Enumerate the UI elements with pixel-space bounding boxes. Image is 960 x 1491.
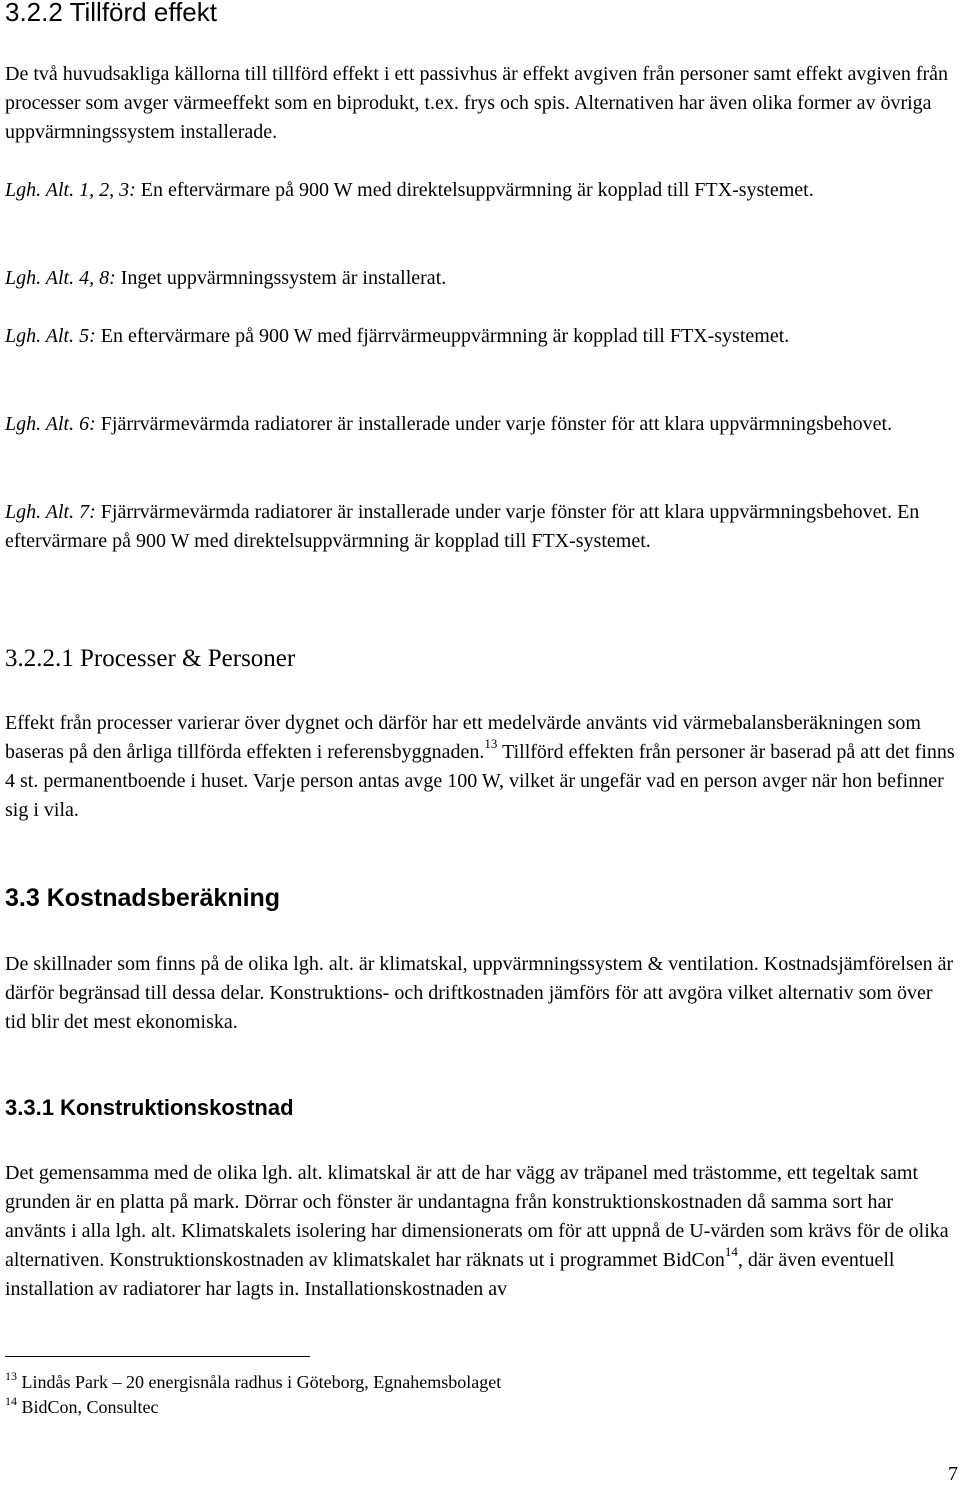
footnote-13 xyxy=(5,1370,501,1394)
footnote-14 xyxy=(5,1395,159,1419)
processer-text-1: Effekt från processer varierar över dygnet och därför har ett medelvärde använts vid värmebalansberäkningen som baseras på den årliga tillförda effekten i referensbyggnaden. xyxy=(5,712,921,763)
processer-paragraph xyxy=(5,709,955,825)
alt-text: Inget uppvärmningssystem är installerat. xyxy=(115,267,447,289)
footnote-text: Lindås Park – 20 energisnåla radhus i Göteborg, Egnahemsbolaget xyxy=(17,1372,502,1392)
alt-item-6 xyxy=(5,410,955,439)
alt-text: Fjärrvärmevärmda radiatorer är installerade under varje fönster för att klara uppvärmningsbehovet. xyxy=(95,413,893,435)
footnote-divider xyxy=(5,1356,310,1357)
section-heading-3-2-2: 3.2.2 Tillförd effekt xyxy=(5,0,217,27)
page-number: 7 xyxy=(948,1463,958,1485)
alt-label: Lgh. Alt. 5: xyxy=(5,325,96,347)
konstruktion-paragraph xyxy=(5,1159,955,1304)
alt-item-1-2-3 xyxy=(5,176,955,205)
alt-item-5 xyxy=(5,322,955,351)
alt-label: Lgh. Alt. 4, 8: xyxy=(5,267,116,289)
subsection-heading-3-2-2-1: 3.2.2.1 Processer & Personer xyxy=(5,645,296,672)
alt-item-7 xyxy=(5,498,955,556)
alt-label: Lgh. Alt. 6: xyxy=(5,413,96,435)
alt-item-4-8 xyxy=(5,264,955,293)
alt-text: En eftervärmare på 900 W med fjärrvärmeuppvärmning är kopplad till FTX-systemet. xyxy=(95,325,790,347)
section-heading-3-3-1: 3.3.1 Konstruktionskostnad xyxy=(5,1095,294,1120)
footnote-ref-13[interactable]: 13 xyxy=(484,736,498,751)
processer-text-2: Tillförd effekten från personer är baserad på att det finns 4 st. permanentboende i huset. Varje person antas avge 100 W, vilket är ungefär vad en person avger när hon befinner sig i vila. xyxy=(5,741,955,821)
alt-label: Lgh. Alt. 7: xyxy=(5,501,96,523)
footnote-number: 13 xyxy=(5,1369,17,1383)
konstruktion-text-1: Det gemensamma med de olika lgh. alt. klimatskal är att de har vägg av träpanel med trästomme, ett tegeltak samt grunden är en platta på mark. Dörrar och fönster är undantagna från konstruktionskostnaden då samma sort har använts i alla lgh. alt. Klimatskalets isolering har dimensionerats om för att uppnå de U-värden som krävs för de olika alternativen. Konstruktionskostnaden av klimatskalet har räknats ut i programmet BidCon xyxy=(5,1162,949,1271)
footnote-ref-14[interactable]: 14 xyxy=(724,1244,738,1259)
konstruktion-text-2: , där även eventuell installation av radiatorer har lagts in. Installationskostnaden av xyxy=(5,1249,895,1300)
kostnad-paragraph: De skillnader som finns på de olika lgh. alt. är klimatskal, uppvärmningssystem & ventilation. Kostnadsjämförelsen är därför begränsad till dessa delar. Konstruktions- och driftkostnaden jämförs för att avgöra vilket alternativ som över tid blir det mest ekonomiska. xyxy=(5,953,954,1033)
alt-text: En eftervärmare på 900 W med direktelsuppvärmning är kopplad till FTX-systemet. xyxy=(135,179,814,201)
intro-paragraph: De två huvudsakliga källorna till tillförd effekt i ett passivhus är effekt avgiven från personer samt effekt avgiven från processer som avger värmeeffekt som en biprodukt, t.ex. frys och spis. Alternativen har även olika former av övriga uppvärmningssystem installerade. xyxy=(5,63,949,143)
section-heading-3-3: 3.3 Kostnadsberäkning xyxy=(5,884,281,912)
footnote-text: BidCon, Consultec xyxy=(17,1397,159,1417)
footnote-number: 14 xyxy=(5,1394,17,1408)
alt-text: Fjärrvärmevärmda radiatorer är installerade under varje fönster för att klara uppvärmningsbehovet. En eftervärmare på 900 W med direktelsuppvärmning är kopplad till FTX-systemet. xyxy=(5,501,920,552)
alt-label: Lgh. Alt. 1, 2, 3: xyxy=(5,179,136,201)
